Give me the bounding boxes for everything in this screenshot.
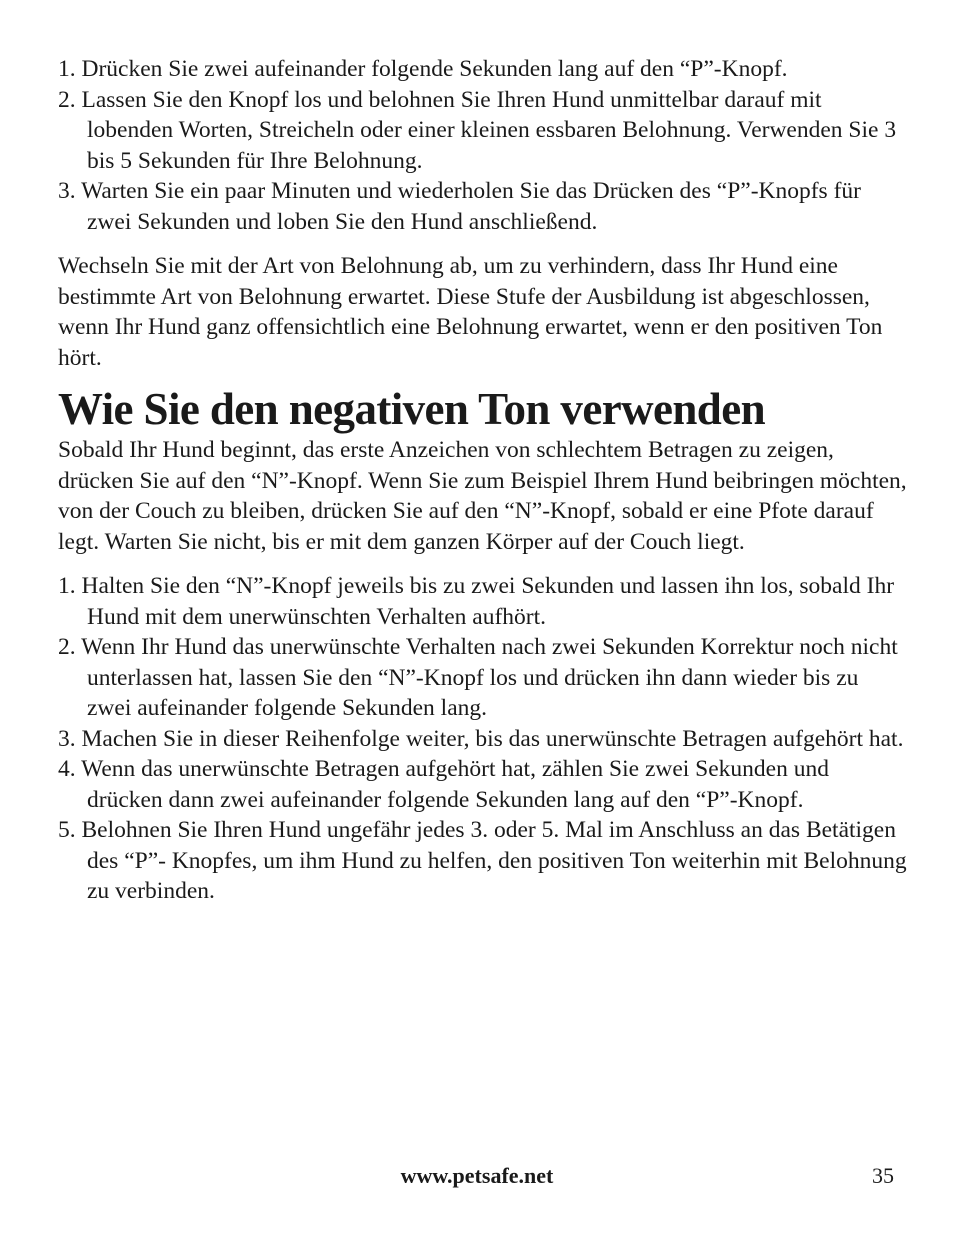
list-item: 3. Machen Sie in dieser Reihenfolge weiter, bis das unerwünschte Betragen aufgehört hat.	[58, 725, 904, 752]
document-page	[58, 54, 908, 907]
paragraph-reward-variation: Wechseln Sie mit der Art von Belohnung ab, um zu verhindern, dass Ihr Hund eine bestimmte Art von Belohnung erwartet. Diese Stufe der Ausbildung ist abgeschlossen, wenn Ihr Hund ganz offensichtlich eine Belohnung erwartet, wenn er den positiven Ton hört.	[58, 253, 883, 371]
list-item: 3. Warten Sie ein paar Minuten und wiederholen Sie das Drücken des “P”-Knopfs für zwei Sekunden und loben Sie den Hund anschließend.	[58, 178, 861, 235]
steps-list-negative-tone	[58, 571, 908, 907]
list-item: 1. Halten Sie den “N”-Knopf jeweils bis zu zwei Sekunden und lassen ihn los, sobald Ihr Hund mit dem unerwünschten Verhalten aufhört.	[58, 573, 895, 630]
list-item: 2. Wenn Ihr Hund das unerwünschte Verhalten nach zwei Sekunden Korrektur noch nicht unterlassen hat, lassen Sie den “N”-Knopf los und drücken ihn dann wieder bis zu zwei aufeinander folgende Sekunden lang.	[58, 634, 898, 721]
list-item: 5. Belohnen Sie Ihren Hund ungefähr jedes 3. oder 5. Mal im Anschluss an das Betätigen des “P”- Knopfes, um ihm Hund zu helfen, den positiven Ton weiterhin mit Belohnung zu verbinden.	[58, 817, 907, 904]
section-heading: Wie Sie den negativen Ton verwenden	[58, 384, 765, 434]
footer-website-url: www.petsafe.net	[400, 1163, 554, 1188]
list-item: 2. Lassen Sie den Knopf los und belohnen Sie Ihren Hund unmittelbar darauf mit lobenden Worten, Streicheln oder einer kleinen essbaren Belohnung. Verwenden Sie 3 bis 5 Sekunden für Ihre Belohnung.	[58, 86, 897, 174]
page-number: 35	[872, 1163, 894, 1188]
steps-list-positive-tone	[58, 54, 908, 237]
paragraph-negative-tone-intro: Sobald Ihr Hund beginnt, das erste Anzeichen von schlechtem Betragen zu zeigen, drücken Sie auf den “N”-Knopf. Wenn Sie zum Beispiel Ihrem Hund beibringen möchten, von der Couch zu bleiben, drücken Sie auf den “N”-Knopf, sobald er eine Pfote darauf legt. Warten Sie nicht, bis er mit dem ganzen Körper auf der Couch liegt.	[58, 437, 907, 555]
list-item: 1. Drücken Sie zwei aufeinander folgende Sekunden lang auf den “P”-Knopf.	[58, 56, 788, 82]
list-item: 4. Wenn das unerwünschte Betragen aufgehört hat, zählen Sie zwei Sekunden und drücken dann zwei aufeinander folgende Sekunden lang auf den “P”-Knopf.	[58, 756, 829, 813]
